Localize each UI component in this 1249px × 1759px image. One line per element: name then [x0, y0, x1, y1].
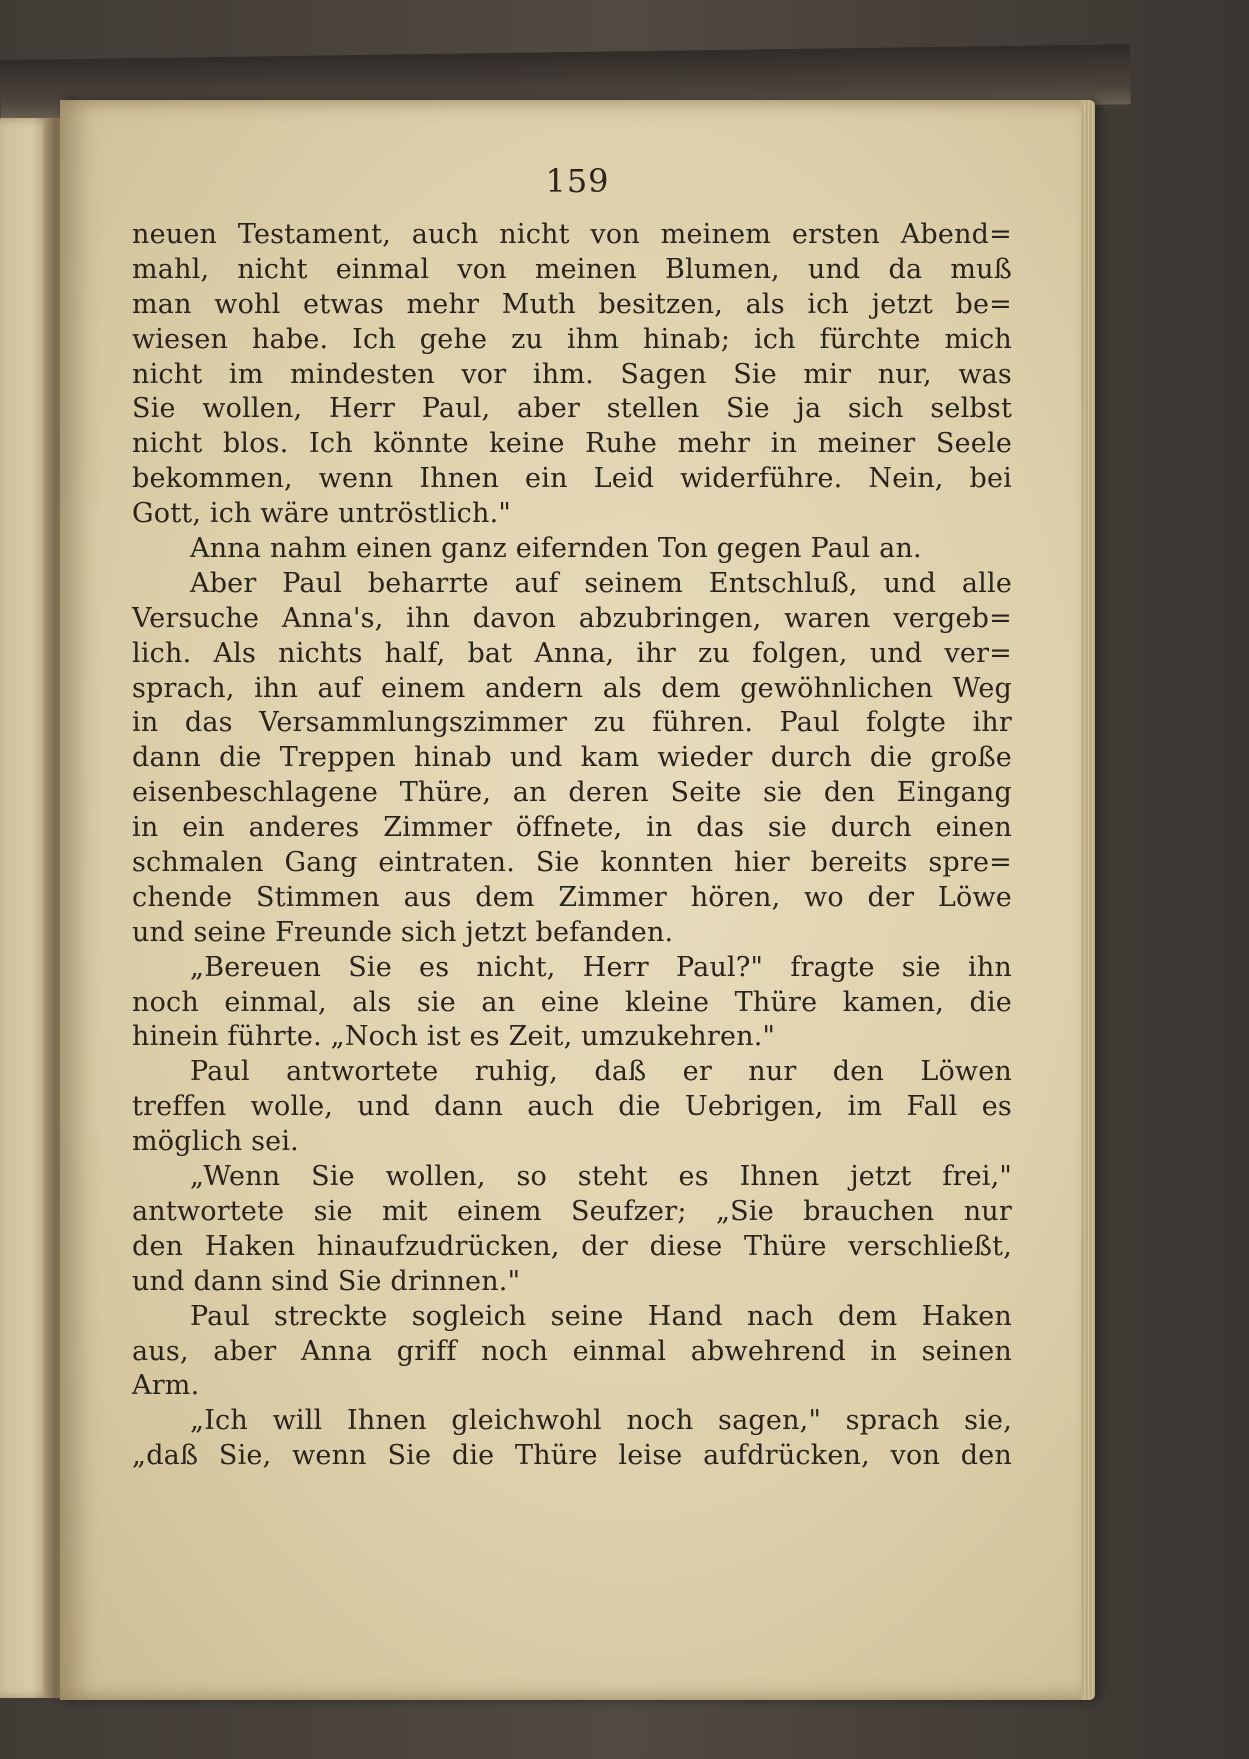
text-line: neuen Testament, auch nicht von meinem ersten Abend= [132, 219, 1012, 250]
text-line: „Bereuen Sie es nicht, Herr Paul?" fragte sie ihn [190, 951, 1012, 983]
page-edge [1081, 100, 1095, 1700]
text-line: hinein führte. „Noch ist es Zeit, umzukehren." [132, 1021, 776, 1053]
text-line: in ein anderes Zimmer öffnete, in das sie durch einen [132, 812, 1012, 844]
text-line: Sie wollen, Herr Paul, aber stellen Sie ja sich selbst [132, 393, 1012, 425]
text-line: noch einmal, als sie an eine kleine Thüre kamen, die [132, 986, 1012, 1018]
text-line: mahl, nicht einmal von meinen Blumen, und da muß [132, 253, 1012, 285]
text-line: in das Versammlungszimmer zu führen. Paul folgte ihr [132, 707, 1012, 739]
text-line: Anna nahm einen ganz eifernden Ton gegen Paul an. [190, 533, 922, 565]
text-line: dann die Treppen hinab und kam wieder durch die große [132, 742, 1012, 774]
text-line: „daß Sie, wenn Sie die Thüre leise aufdrücken, von den [132, 1440, 1012, 1472]
text-line: den Haken hinaufzudrücken, der diese Thüre verschließt, [132, 1230, 1012, 1262]
text-line: sprach, ihn auf einem andern als dem gewöhnlichen Weg [132, 672, 1012, 704]
book-page [60, 100, 1095, 1700]
body-text [132, 218, 1012, 1474]
text-line: „Wenn Sie wollen, so steht es Ihnen jetzt frei," [190, 1161, 1012, 1193]
text-line: Arm. [132, 1370, 200, 1402]
text-line: lich. Als nichts half, bat Anna, ihr zu folgen, und ver= [132, 637, 1012, 669]
text-line: aus, aber Anna griff noch einmal abwehrend in seinen [132, 1335, 1012, 1367]
text-line: nicht blos. Ich könnte keine Ruhe mehr in meiner Seele [132, 428, 1012, 460]
text-line: Paul antwortete ruhig, daß er nur den Löwen [190, 1056, 1012, 1088]
text-line: schmalen Gang eintraten. Sie konnten hier bereits spre= [132, 847, 1012, 879]
text-line: bekommen, wenn Ihnen ein Leid widerführe. Nein, bei [132, 463, 1012, 495]
page-number: 159 [545, 162, 610, 200]
text-line: wiesen habe. Ich gehe zu ihm hinab; ich fürchte mich [132, 323, 1012, 355]
text-line: und dann sind Sie drinnen." [132, 1265, 521, 1297]
text-line: „Ich will Ihnen gleichwohl noch sagen," sprach sie, [190, 1405, 1012, 1437]
text-line: treffen wolle, und dann auch die Uebrigen, im Fall es [132, 1091, 1012, 1123]
text-line: antwortete sie mit einem Seufzer; „Sie brauchen nur [132, 1195, 1012, 1227]
text-line: man wohl etwas mehr Muth besitzen, als ich jetzt be= [132, 288, 1012, 320]
text-line: Gott, ich wäre untröstlich." [132, 498, 511, 530]
text-line: Versuche Anna's, ihn davon abzubringen, waren vergeb= [132, 602, 1012, 634]
text-line: nicht im mindesten vor ihm. Sagen Sie mir nur, was [132, 358, 1012, 390]
text-line: Paul streckte sogleich seine Hand nach dem Haken [190, 1300, 1012, 1332]
text-line: eisenbeschlagene Thüre, an deren Seite sie den Eingang [132, 777, 1012, 809]
text-line: Aber Paul beharrte auf seinem Entschluß, und alle [190, 567, 1012, 599]
text-line: und seine Freunde sich jetzt befanden. [132, 916, 674, 948]
text-line: möglich sei. [132, 1126, 299, 1158]
text-line: chende Stimmen aus dem Zimmer hören, wo der Löwe [132, 881, 1012, 913]
